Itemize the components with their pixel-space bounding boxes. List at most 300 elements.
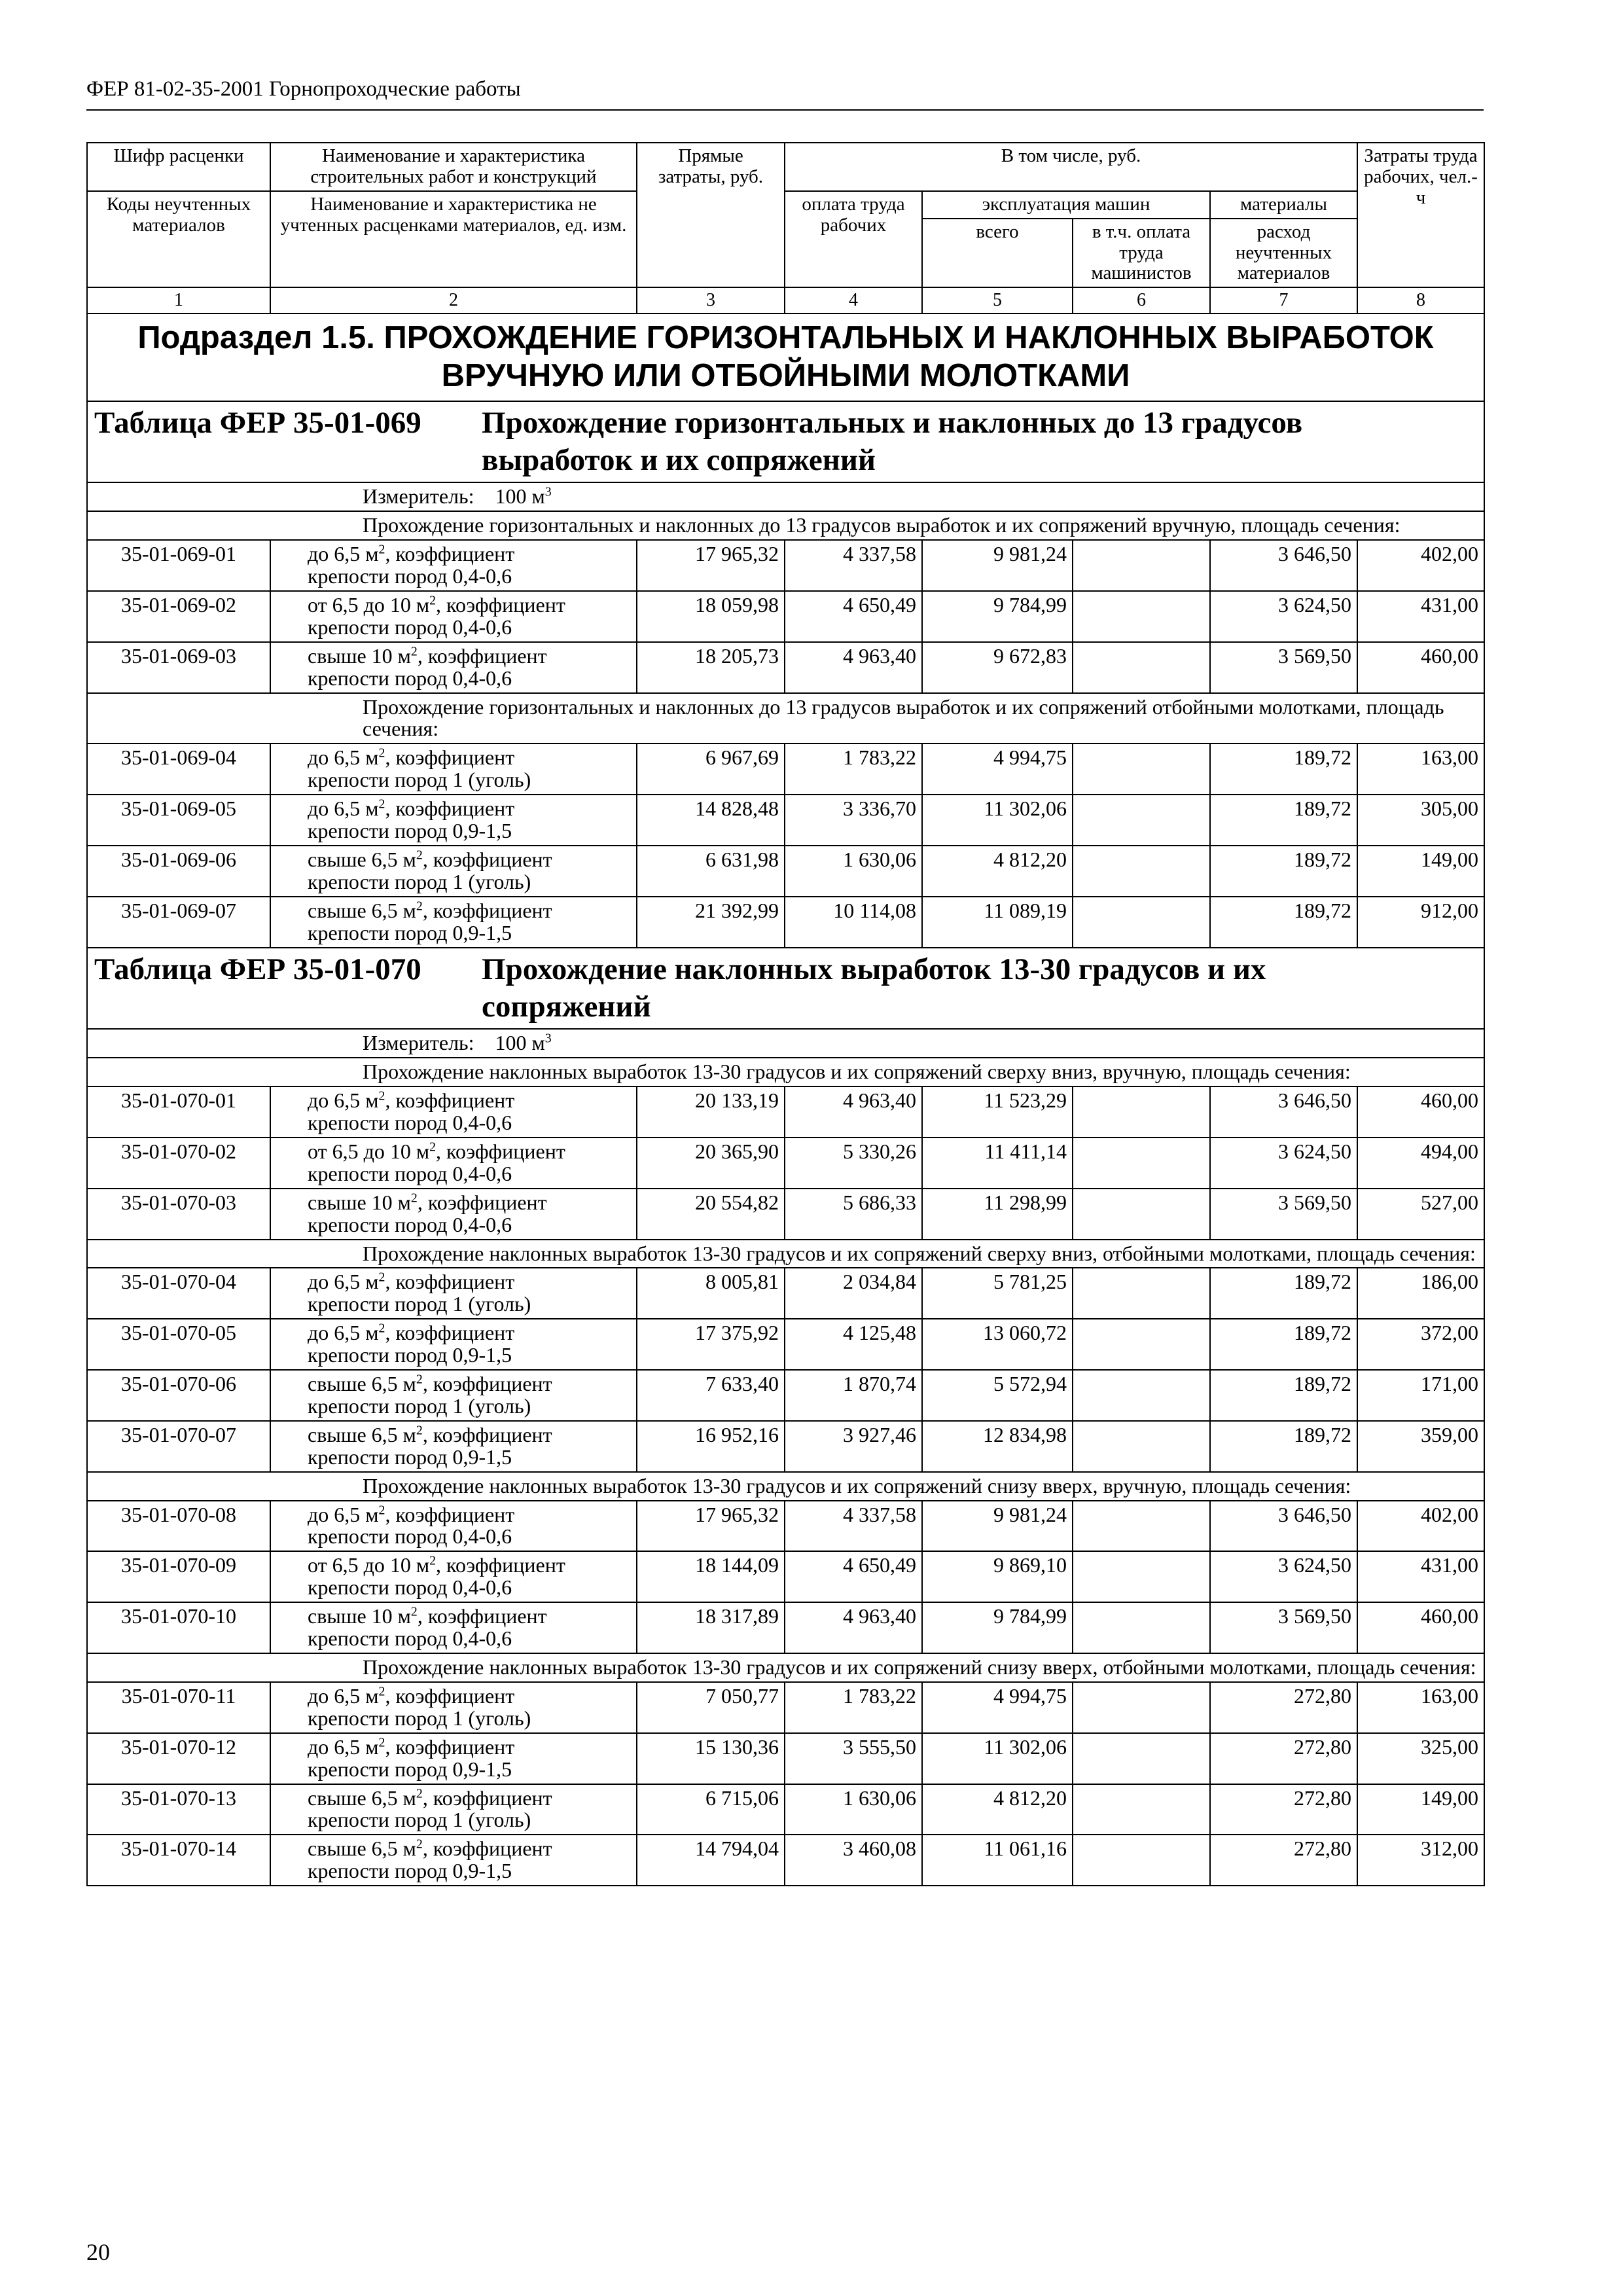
direct-cost: 21 392,99 <box>637 897 785 948</box>
rate-name-c: крепости пород 0,4-0,6 <box>308 1575 512 1600</box>
measure-row <box>87 1029 1484 1058</box>
table-row <box>87 744 1484 795</box>
rate-name-sup: 2 <box>378 1270 385 1285</box>
machine-labor-pay <box>1073 1138 1210 1189</box>
direct-cost: 20 554,82 <box>637 1189 785 1240</box>
labor-pay: 4 963,40 <box>785 642 922 693</box>
measure-sup: 3 <box>544 1031 552 1046</box>
labor-hours: 372,00 <box>1357 1319 1484 1370</box>
group-title-row <box>87 1240 1484 1268</box>
group-title: Прохождение наклонных выработок 13-30 градусов и их сопряжений сверху вниз, отбойными молотками, площадь сечения: <box>87 1240 1484 1268</box>
measure-row <box>87 482 1484 511</box>
labor-pay: 4 125,48 <box>785 1319 922 1370</box>
measure-value: 100 м <box>495 484 545 509</box>
rate-name-b: , коэффициент <box>385 1683 515 1708</box>
direct-cost: 14 828,48 <box>637 795 785 846</box>
materials-cost: 3 569,50 <box>1210 642 1357 693</box>
rate-name <box>270 846 637 897</box>
labor-pay: 3 555,50 <box>785 1733 922 1784</box>
rate-name-sup: 2 <box>416 1423 423 1438</box>
materials-cost: 3 646,50 <box>1210 1501 1357 1552</box>
rate-name-c: крепости пород 0,9-1,5 <box>308 920 512 944</box>
rate-name-a: свыше 6,5 м <box>308 1837 416 1861</box>
col-mach-total-header: всего <box>922 219 1073 288</box>
machine-labor-pay <box>1073 1835 1210 1886</box>
rate-name-a: свыше 6,5 м <box>308 1372 416 1396</box>
rate-name-b: , коэффициент <box>385 797 515 821</box>
rate-code: 35-01-070-04 <box>87 1268 270 1319</box>
rate-name <box>270 1086 637 1138</box>
column-number-row <box>87 287 1484 314</box>
table-row <box>87 1551 1484 1602</box>
materials-cost: 189,72 <box>1210 1268 1357 1319</box>
rate-name <box>270 1682 637 1733</box>
direct-cost: 6 715,06 <box>637 1784 785 1835</box>
labor-hours: 431,00 <box>1357 591 1484 642</box>
rate-name-sup: 2 <box>378 1735 385 1750</box>
rate-code: 35-01-069-03 <box>87 642 270 693</box>
table-row <box>87 1138 1484 1189</box>
rates-table-body <box>87 143 1484 1886</box>
labor-pay: 5 686,33 <box>785 1189 922 1240</box>
rate-code: 35-01-070-07 <box>87 1421 270 1472</box>
machine-labor-pay <box>1073 1682 1210 1733</box>
table-row <box>87 846 1484 897</box>
direct-cost: 20 133,19 <box>637 1086 785 1138</box>
materials-cost: 189,72 <box>1210 795 1357 846</box>
measure-sup: 3 <box>544 484 552 499</box>
rate-name-c: крепости пород 0,4-0,6 <box>308 1524 512 1549</box>
rate-name-b: , коэффициент <box>422 1422 552 1446</box>
machine-total: 5 572,94 <box>922 1370 1073 1421</box>
machine-total: 13 060,72 <box>922 1319 1073 1370</box>
machine-total: 11 302,06 <box>922 795 1073 846</box>
labor-pay: 1 630,06 <box>785 846 922 897</box>
table-title <box>87 401 1484 483</box>
table-row <box>87 1835 1484 1886</box>
rate-name-b: , коэффициент <box>385 1088 515 1113</box>
rate-name <box>270 1602 637 1653</box>
col-mach-header: эксплуатация машин <box>922 191 1210 219</box>
rate-name-a: свыше 6,5 м <box>308 1785 416 1810</box>
machine-labor-pay <box>1073 795 1210 846</box>
rate-code: 35-01-070-10 <box>87 1602 270 1653</box>
rate-name-a: свыше 6,5 м <box>308 898 416 922</box>
rate-name-a: до 6,5 м <box>308 1502 379 1526</box>
page-number: 20 <box>86 2239 110 2265</box>
labor-hours: 402,00 <box>1357 1501 1484 1552</box>
rate-name-a: до 6,5 м <box>308 1321 379 1345</box>
labor-pay: 4 963,40 <box>785 1602 922 1653</box>
machine-total: 11 411,14 <box>922 1138 1073 1189</box>
materials-cost: 189,72 <box>1210 744 1357 795</box>
labor-pay: 4 963,40 <box>785 1086 922 1138</box>
header-rule <box>86 109 1484 111</box>
machine-total: 4 812,20 <box>922 1784 1073 1835</box>
measure-value: 100 м <box>495 1031 545 1055</box>
col-materials-header: материалы <box>1210 191 1357 219</box>
machine-total: 9 784,99 <box>922 591 1073 642</box>
rate-name-c: крепости пород 0,4-0,6 <box>308 1161 512 1185</box>
rate-name-a: свыше 10 м <box>308 643 411 668</box>
rate-name-sup: 2 <box>416 848 423 863</box>
labor-hours: 186,00 <box>1357 1268 1484 1319</box>
rate-name-sup: 2 <box>410 1191 418 1206</box>
table-row <box>87 1602 1484 1653</box>
labor-hours: 171,00 <box>1357 1370 1484 1421</box>
rate-name-c: крепости пород 1 (уголь) <box>308 768 531 792</box>
rate-name-b: , коэффициент <box>422 1372 552 1396</box>
labor-pay: 1 870,74 <box>785 1370 922 1421</box>
machine-total: 11 523,29 <box>922 1086 1073 1138</box>
machine-total: 11 089,19 <box>922 897 1073 948</box>
rate-code: 35-01-070-08 <box>87 1501 270 1552</box>
rate-name-b: , коэффициент <box>417 1190 547 1214</box>
measure-label: Измеритель: <box>363 1031 474 1055</box>
table-row <box>87 1086 1484 1138</box>
col-code-header: Шифр расценки <box>87 143 270 191</box>
labor-hours: 163,00 <box>1357 744 1484 795</box>
labor-hours: 912,00 <box>1357 897 1484 948</box>
machine-labor-pay <box>1073 1268 1210 1319</box>
machine-labor-pay <box>1073 1189 1210 1240</box>
direct-cost: 17 965,32 <box>637 540 785 591</box>
rate-name <box>270 1835 637 1886</box>
rate-name-b: , коэффициент <box>436 1553 565 1577</box>
materials-cost: 3 624,50 <box>1210 1138 1357 1189</box>
rate-name <box>270 1268 637 1319</box>
labor-pay: 5 330,26 <box>785 1138 922 1189</box>
machine-labor-pay <box>1073 1551 1210 1602</box>
direct-cost: 16 952,16 <box>637 1421 785 1472</box>
rate-name-c: крепости пород 0,4-0,6 <box>308 1110 512 1134</box>
group-title: Прохождение горизонтальных и наклонных до 13 градусов выработок и их сопряжений вручную, площадь сечения: <box>87 511 1484 540</box>
col-num: 4 <box>785 287 922 314</box>
group-title: Прохождение горизонтальных и наклонных до 13 градусов выработок и их сопряжений отбойными молотками, площадь сечения: <box>87 693 1484 744</box>
group-title: Прохождение наклонных выработок 13-30 градусов и их сопряжений сверху вниз, вручную, площадь сечения: <box>87 1058 1484 1086</box>
group-title: Прохождение наклонных выработок 13-30 градусов и их сопряжений снизу вверх, отбойными молотками, площадь сечения: <box>87 1653 1484 1682</box>
rate-name-c: крепости пород 0,9-1,5 <box>308 1757 512 1781</box>
rate-name <box>270 1421 637 1472</box>
rate-code: 35-01-070-03 <box>87 1189 270 1240</box>
rate-name-sup: 2 <box>378 542 385 557</box>
rate-name-sup: 2 <box>416 1372 423 1387</box>
labor-pay: 4 650,49 <box>785 1551 922 1602</box>
rate-name-sup: 2 <box>378 1502 385 1517</box>
table-row <box>87 795 1484 846</box>
materials-cost: 3 646,50 <box>1210 1086 1357 1138</box>
machine-labor-pay <box>1073 1370 1210 1421</box>
rate-name-c: крепости пород 0,9-1,5 <box>308 1859 512 1883</box>
table-row <box>87 1733 1484 1784</box>
col-name-header: Наименование и характеристика строительных работ и конструкций <box>270 143 637 191</box>
direct-cost: 15 130,36 <box>637 1733 785 1784</box>
machine-labor-pay <box>1073 540 1210 591</box>
rate-name-a: от 6,5 до 10 м <box>308 1553 430 1577</box>
rate-code: 35-01-070-06 <box>87 1370 270 1421</box>
materials-cost: 272,80 <box>1210 1733 1357 1784</box>
rate-name-a: свыше 6,5 м <box>308 847 416 871</box>
rate-name <box>270 1189 637 1240</box>
col-labor-pay-header: оплата труда рабочих <box>785 191 922 288</box>
rate-name <box>270 744 637 795</box>
machine-labor-pay <box>1073 1784 1210 1835</box>
machine-labor-pay <box>1073 642 1210 693</box>
labor-hours: 460,00 <box>1357 1086 1484 1138</box>
rate-name-c: крепости пород 0,4-0,6 <box>308 1626 512 1651</box>
rate-name-sup: 2 <box>416 899 423 914</box>
rate-name-sup: 2 <box>378 1321 385 1336</box>
rate-name <box>270 1370 637 1421</box>
machine-labor-pay <box>1073 897 1210 948</box>
rate-name-a: от 6,5 до 10 м <box>308 1139 430 1163</box>
rate-name-sup: 2 <box>378 1088 385 1103</box>
machine-total: 9 981,24 <box>922 540 1073 591</box>
group-title-row <box>87 1058 1484 1086</box>
direct-cost: 18 317,89 <box>637 1602 785 1653</box>
rate-name-a: до 6,5 м <box>308 1270 379 1294</box>
col-name-unacc-header: Наименование и характеристика не учтенных расценками материалов, ед. изм. <box>270 191 637 288</box>
rate-name-a: от 6,5 до 10 м <box>308 592 430 617</box>
machine-total: 11 302,06 <box>922 1733 1073 1784</box>
rate-name-c: крепости пород 0,9-1,5 <box>308 1444 512 1469</box>
col-num: 3 <box>637 287 785 314</box>
rate-name-b: , коэффициент <box>417 643 547 668</box>
rate-name-sup: 2 <box>378 1684 385 1699</box>
rate-name-sup: 2 <box>378 797 385 812</box>
col-num: 5 <box>922 287 1073 314</box>
rate-name-b: , коэффициент <box>385 1321 515 1345</box>
labor-pay: 1 783,22 <box>785 1682 922 1733</box>
materials-cost: 272,80 <box>1210 1682 1357 1733</box>
machine-labor-pay <box>1073 1602 1210 1653</box>
rate-name-c: крепости пород 0,4-0,6 <box>308 615 512 639</box>
labor-hours: 163,00 <box>1357 1682 1484 1733</box>
machine-total: 4 994,75 <box>922 744 1073 795</box>
table-title <box>87 948 1484 1030</box>
direct-cost: 18 059,98 <box>637 591 785 642</box>
materials-cost: 3 569,50 <box>1210 1602 1357 1653</box>
rate-name-b: , коэффициент <box>436 592 565 617</box>
labor-pay: 1 630,06 <box>785 1784 922 1835</box>
labor-pay: 3 927,46 <box>785 1421 922 1472</box>
table-row <box>87 1784 1484 1835</box>
labor-hours: 431,00 <box>1357 1551 1484 1602</box>
rate-name-a: свыше 6,5 м <box>308 1422 416 1446</box>
rate-name-b: , коэффициент <box>422 898 552 922</box>
col-num: 1 <box>87 287 270 314</box>
table-code: Таблица ФЕР 35-01-069 <box>94 405 421 440</box>
rate-name <box>270 795 637 846</box>
rate-name-c: крепости пород 0,4-0,6 <box>308 666 512 690</box>
direct-cost: 20 365,90 <box>637 1138 785 1189</box>
rate-name-sup: 2 <box>410 1604 418 1619</box>
direct-cost: 7 050,77 <box>637 1682 785 1733</box>
group-title-row <box>87 693 1484 744</box>
rate-name-c: крепости пород 1 (уголь) <box>308 1808 531 1832</box>
rate-code: 35-01-069-05 <box>87 795 270 846</box>
table-row <box>87 1501 1484 1552</box>
rate-name-c: крепости пород 0,9-1,5 <box>308 1343 512 1367</box>
materials-cost: 189,72 <box>1210 1370 1357 1421</box>
machine-labor-pay <box>1073 1086 1210 1138</box>
rate-name-b: , коэффициент <box>385 1502 515 1526</box>
col-incl-header: В том числе, руб. <box>785 143 1357 191</box>
rate-name-b: , коэффициент <box>417 1604 547 1628</box>
rate-name <box>270 642 637 693</box>
materials-cost: 189,72 <box>1210 897 1357 948</box>
rate-name-sup: 2 <box>378 745 385 761</box>
rate-code: 35-01-069-07 <box>87 897 270 948</box>
col-labor-header: Затраты труда рабочих, чел.-ч <box>1357 143 1484 287</box>
rate-name-sup: 2 <box>429 1553 437 1568</box>
labor-pay: 4 337,58 <box>785 540 922 591</box>
rate-name-b: , коэффициент <box>436 1139 565 1163</box>
direct-cost: 6 631,98 <box>637 846 785 897</box>
rate-name-b: , коэффициент <box>385 1270 515 1294</box>
rate-code: 35-01-070-01 <box>87 1086 270 1138</box>
col-num: 6 <box>1073 287 1210 314</box>
materials-cost: 3 624,50 <box>1210 591 1357 642</box>
rate-name <box>270 897 637 948</box>
table-row <box>87 1370 1484 1421</box>
machine-total: 9 672,83 <box>922 642 1073 693</box>
labor-hours: 527,00 <box>1357 1189 1484 1240</box>
rate-name-c: крепости пород 0,4-0,6 <box>308 564 512 588</box>
labor-hours: 460,00 <box>1357 1602 1484 1653</box>
rate-code: 35-01-070-05 <box>87 1319 270 1370</box>
table-row <box>87 540 1484 591</box>
table-name: Прохождение наклонных выработок 13-30 градусов и их сопряжений <box>482 952 1266 1024</box>
table-title-row <box>87 401 1484 483</box>
table-row <box>87 1268 1484 1319</box>
rate-name-c: крепости пород 1 (уголь) <box>308 1706 531 1730</box>
labor-pay: 2 034,84 <box>785 1268 922 1319</box>
rate-code: 35-01-070-12 <box>87 1733 270 1784</box>
materials-cost: 272,80 <box>1210 1784 1357 1835</box>
rate-name-sup: 2 <box>429 593 437 608</box>
col-codes-unacc-header: Коды неучтенных материалов <box>87 191 270 288</box>
rate-name-a: до 6,5 м <box>308 797 379 821</box>
section-title: Подраздел 1.5. ПРОХОЖДЕНИЕ ГОРИЗОНТАЛЬНЫХ И НАКЛОННЫХ ВЫРАБОТОК ВРУЧНУЮ ИЛИ ОТБОЙНЫМИ МОЛОТКАМИ <box>87 314 1484 401</box>
materials-cost: 189,72 <box>1210 1319 1357 1370</box>
rate-name-b: , коэффициент <box>422 1785 552 1810</box>
direct-cost: 17 965,32 <box>637 1501 785 1552</box>
rate-name-c: крепости пород 1 (уголь) <box>308 869 531 893</box>
rate-name-sup: 2 <box>416 1837 423 1852</box>
rate-name-c: крепости пород 0,4-0,6 <box>308 1212 512 1236</box>
rate-name-a: до 6,5 м <box>308 1683 379 1708</box>
col-direct-header: Прямые затраты, руб. <box>637 143 785 287</box>
table-code: Таблица ФЕР 35-01-070 <box>94 952 421 986</box>
rate-name-a: свыше 10 м <box>308 1604 411 1628</box>
rate-name-b: , коэффициент <box>385 1734 515 1759</box>
table-row <box>87 1682 1484 1733</box>
machine-total: 5 781,25 <box>922 1268 1073 1319</box>
section-title-row <box>87 314 1484 401</box>
labor-hours: 359,00 <box>1357 1421 1484 1472</box>
table-row <box>87 1189 1484 1240</box>
labor-hours: 149,00 <box>1357 1784 1484 1835</box>
col-materials-unacc-header: расход неучтенных материалов <box>1210 219 1357 288</box>
direct-cost: 14 794,04 <box>637 1835 785 1886</box>
rate-name-a: до 6,5 м <box>308 1734 379 1759</box>
table-row <box>87 1319 1484 1370</box>
table-row <box>87 591 1484 642</box>
rate-code: 35-01-069-06 <box>87 846 270 897</box>
machine-total: 11 298,99 <box>922 1189 1073 1240</box>
machine-total: 12 834,98 <box>922 1421 1073 1472</box>
rate-name-c: крепости пород 1 (уголь) <box>308 1393 531 1418</box>
labor-hours: 149,00 <box>1357 846 1484 897</box>
rate-name-c: крепости пород 1 (уголь) <box>308 1292 531 1316</box>
direct-cost: 18 144,09 <box>637 1551 785 1602</box>
group-title: Прохождение наклонных выработок 13-30 градусов и их сопряжений снизу вверх, вручную, площадь сечения: <box>87 1472 1484 1501</box>
machine-total: 11 061,16 <box>922 1835 1073 1886</box>
materials-cost: 189,72 <box>1210 846 1357 897</box>
direct-cost: 17 375,92 <box>637 1319 785 1370</box>
labor-hours: 325,00 <box>1357 1733 1484 1784</box>
rate-name-b: , коэффициент <box>385 542 515 566</box>
group-title-row <box>87 1472 1484 1501</box>
rate-code: 35-01-070-11 <box>87 1682 270 1733</box>
labor-pay: 3 460,08 <box>785 1835 922 1886</box>
rate-name <box>270 591 637 642</box>
materials-cost: 3 646,50 <box>1210 540 1357 591</box>
header-row-2 <box>87 191 1484 219</box>
rate-name <box>270 1138 637 1189</box>
rate-name-sup: 2 <box>410 644 418 659</box>
labor-hours: 402,00 <box>1357 540 1484 591</box>
rate-name-sup: 2 <box>429 1139 437 1155</box>
rate-name-b: , коэффициент <box>422 1837 552 1861</box>
rate-name-c: крепости пород 0,9-1,5 <box>308 819 512 843</box>
rate-code: 35-01-070-14 <box>87 1835 270 1886</box>
col-num: 8 <box>1357 287 1484 314</box>
direct-cost: 8 005,81 <box>637 1268 785 1319</box>
labor-hours: 460,00 <box>1357 642 1484 693</box>
materials-cost: 272,80 <box>1210 1835 1357 1886</box>
rate-name-a: до 6,5 м <box>308 542 379 566</box>
materials-cost: 189,72 <box>1210 1421 1357 1472</box>
group-title-row <box>87 1653 1484 1682</box>
rate-code: 35-01-069-04 <box>87 744 270 795</box>
table-title-row <box>87 948 1484 1030</box>
rate-code: 35-01-069-02 <box>87 591 270 642</box>
labor-pay: 1 783,22 <box>785 744 922 795</box>
col-num: 2 <box>270 287 637 314</box>
group-title-row <box>87 511 1484 540</box>
rates-table <box>86 142 1485 1886</box>
machine-labor-pay <box>1073 846 1210 897</box>
rate-name <box>270 540 637 591</box>
machine-total: 4 994,75 <box>922 1682 1073 1733</box>
machine-labor-pay <box>1073 1421 1210 1472</box>
table-row <box>87 642 1484 693</box>
rate-code: 35-01-069-01 <box>87 540 270 591</box>
measure <box>87 482 1484 511</box>
machine-labor-pay <box>1073 744 1210 795</box>
direct-cost: 18 205,73 <box>637 642 785 693</box>
rate-name <box>270 1551 637 1602</box>
rate-name <box>270 1733 637 1784</box>
rate-name-a: до 6,5 м <box>308 1088 379 1113</box>
header-row-1 <box>87 143 1484 191</box>
materials-cost: 3 624,50 <box>1210 1551 1357 1602</box>
machine-labor-pay <box>1073 1501 1210 1552</box>
rate-name-sup: 2 <box>416 1785 423 1801</box>
table-row <box>87 897 1484 948</box>
